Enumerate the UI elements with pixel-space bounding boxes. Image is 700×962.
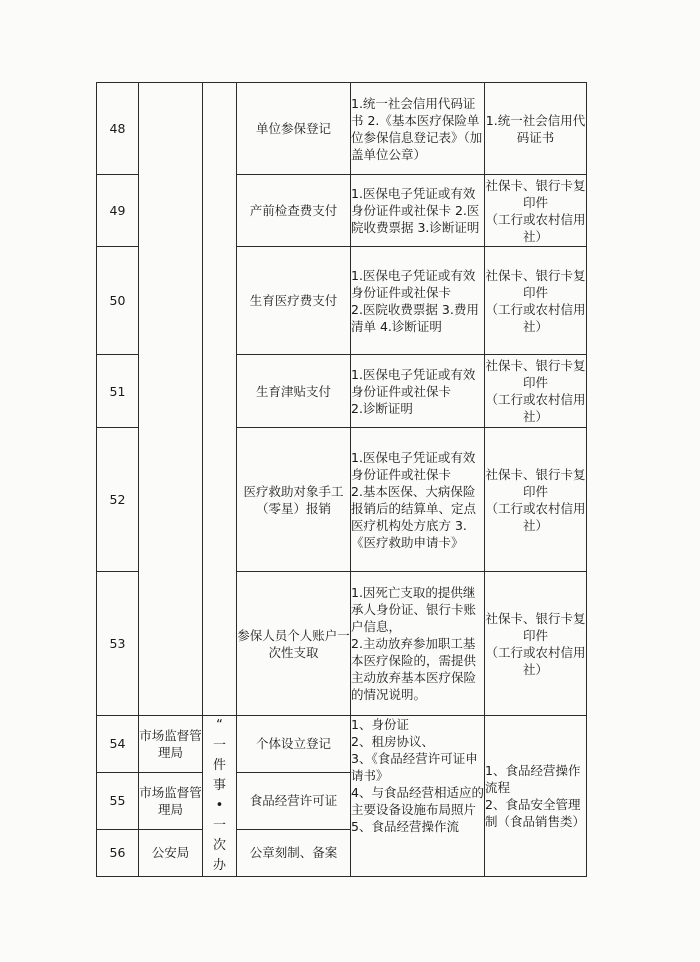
department: 市场监督管理局 xyxy=(139,772,203,829)
remarks: 1.统一社会信用代码证书 xyxy=(485,83,587,175)
required-materials: 1.医保电子凭证或有效身份证件或社保卡 2.医院收费票据 3.诊断证明 xyxy=(351,175,485,247)
service-name: 单位参保登记 xyxy=(237,83,351,175)
required-materials: 1.医保电子凭证或有效身份证件或社保卡 2.诊断证明 xyxy=(351,355,485,428)
remarks: 社保卡、银行卡复印件 （工行或农村信用社） xyxy=(485,428,587,572)
service-name: 个体设立登记 xyxy=(237,716,351,773)
row-number: 53 xyxy=(97,572,139,716)
row-number: 54 xyxy=(97,716,139,773)
row-number: 49 xyxy=(97,175,139,247)
required-materials: 1.医保电子凭证或有效身份证件或社保卡 2.基本医保、大病保险报销后的结算单、定点医疗机构处方底方 3.《医疗救助申请卡》 xyxy=(351,428,485,572)
required-materials: 1.医保电子凭证或有效身份证件或社保卡 2.医院收费票据 3.费用清单 4.诊断证明 xyxy=(351,247,485,355)
category-cell-empty xyxy=(203,83,237,716)
service-name: 参保人员个人账户一次性支取 xyxy=(237,572,351,716)
service-name: 生育医疗费支付 xyxy=(237,247,351,355)
remarks: 社保卡、银行卡复印件 （工行或农村信用社） xyxy=(485,247,587,355)
service-name: 医疗救助对象手工（零星）报销 xyxy=(237,428,351,572)
remarks: 1、食品经营操作流程 2、食品安全管理制（食品销售类） xyxy=(485,716,587,877)
remarks: 社保卡、银行卡复印件 （工行或农村信用社） xyxy=(485,572,587,716)
table-row xyxy=(97,716,587,773)
required-materials: 1、身份证 2、租房协议、 3、《食品经营许可证申请书》 4、与食品经营相适应的主要设备设施布局照片 5、食品经营操作流 xyxy=(351,716,485,877)
remarks: 社保卡、银行卡复印件 （工行或农村信用社） xyxy=(485,355,587,428)
table-row xyxy=(97,83,587,175)
row-number: 56 xyxy=(97,829,139,877)
remarks: 社保卡、银行卡复印件 （工行或农村信用社） xyxy=(485,175,587,247)
row-number: 48 xyxy=(97,83,139,175)
row-number: 55 xyxy=(97,772,139,829)
service-name: 产前检查费支付 xyxy=(237,175,351,247)
department: 公安局 xyxy=(139,829,203,877)
one-thing-once-label: “ 一 件 事 • 一 次 办 xyxy=(203,716,237,877)
service-name: 食品经营许可证 xyxy=(237,772,351,829)
service-name: 公章刻制、备案 xyxy=(237,829,351,877)
row-number: 51 xyxy=(97,355,139,428)
department: 市场监督管理局 xyxy=(139,716,203,773)
service-table xyxy=(96,82,587,877)
department-cell-empty xyxy=(139,83,203,716)
required-materials: 1.统一社会信用代码证书 2.《基本医疗保险单位参保信息登记表》（加盖单位公章） xyxy=(351,83,485,175)
row-number: 52 xyxy=(97,428,139,572)
service-name: 生育津贴支付 xyxy=(237,355,351,428)
required-materials: 1.因死亡支取的提供继承人身份证、银行卡账户信息， 2.主动放弃参加职工基本医疗保险的，需提供主动放弃基本医疗保险的情况说明。 xyxy=(351,572,485,716)
row-number: 50 xyxy=(97,247,139,355)
